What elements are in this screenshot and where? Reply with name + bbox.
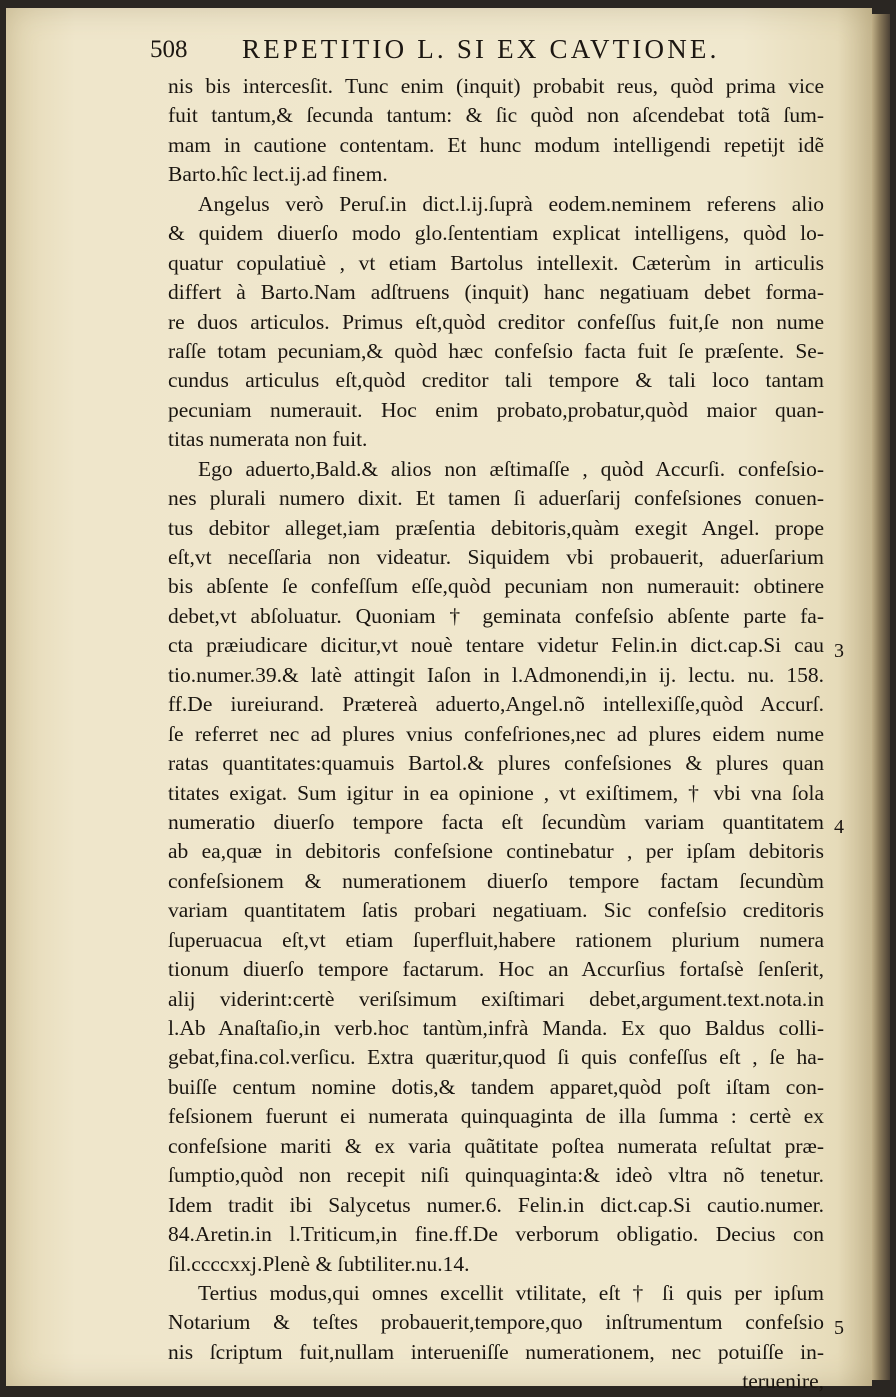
running-title: REPETITIO L. SI EX CAVTIONE. — [242, 34, 720, 64]
page-header — [150, 34, 800, 70]
text-line: ratas quantitates:quamuis Bartol.& plures confeſsiones & plures quan — [168, 751, 824, 776]
text-line: tio.numer.39.& latè attingit Iaſon in l.Admonendi,in ij. lectu. nu. 158. — [168, 662, 824, 687]
text-line: Barto.hîc lect.ij.ad finem. — [168, 162, 388, 187]
text-line: feſsionem fuerunt ei numerata quinquaginta de illa ſumma : certè ex — [168, 1104, 824, 1129]
text-line: tionum diuerſo tempore factarum. Hoc an Accurſius fortaſsè ſenſerit, — [168, 957, 824, 982]
text-line: nes plurali numero dixit. Et tamen ſi aduerſarij confeſsiones conuen- — [168, 486, 824, 511]
text-line: nis ſcriptum fuit,nullam interueniſſe numerationem, nec potuiſſe in- — [168, 1339, 824, 1364]
text-line: Idem tradit ibi Salycetus numer.6. Felin.in dict.cap.Si cautio.numer. — [168, 1192, 824, 1217]
text-line: buiſſe centum nomine dotis,& tandem apparet,quòd poſt iſtam con- — [168, 1074, 824, 1099]
text-line: ſe referret nec ad plures vnius confeſriones,nec ad plures eidem nume — [168, 721, 824, 746]
text-line: tus debitor alleget,iam præſentia debitoris,quàm exegit Angel. prope — [168, 515, 824, 540]
text-line: 84.Aretin.in l.Triticum,in fine.ff.De verborum obligatio. Decius con — [168, 1222, 824, 1247]
text-line: eſt,vt neceſſaria non videatur. Siquidem vbi probauerit, aduerſarium — [168, 545, 824, 569]
text-line: pecuniam numerauit. Hoc enim probato,probatur,quòd maior quan- — [168, 397, 824, 422]
text-line: cundus articulus eſt,quòd creditor tali tempore & tali loco tantam — [168, 368, 824, 393]
marginal-number: 4 — [834, 816, 844, 839]
text-line: & quidem diuerſo modo glo.ſententiam explicat intelligens, quòd lo- — [168, 221, 824, 246]
text-line: variam quantitatem ſatis probari negatiuam. Sic confeſsio creditoris — [168, 898, 824, 923]
text-line: bis abſente ſe confeſſum eſſe,quòd pecuniam non numerauit: obtinere — [168, 574, 824, 599]
text-line: quatur copulatiuè , vt etiam Bartolus intellexit. Cæterùm in articulis — [168, 250, 824, 275]
text-line: fuit tantum,& ſecunda tantum: & ſic quòd non aſcendebat totã ſum- — [168, 103, 824, 128]
text-line: Tertius modus,qui omnes excellit vtilitate, eſt † ſi quis per ipſum — [198, 1280, 824, 1305]
page-edge — [872, 14, 890, 1380]
text-line: raſſe totam pecuniam,& quòd hæc confeſsio facta fuit ſe præſente. Se- — [168, 338, 824, 363]
text-line: gebat,fina.col.verſicu. Extra quæritur,quod ſi quis confeſſus eſt , ſe ha- — [168, 1045, 824, 1070]
marginal-number: 5 — [834, 1316, 844, 1339]
text-line: titas numerata non fuit. — [168, 427, 368, 452]
text-line: confeſsione mariti & ex varia quãtitate poſtea numerata reſultat præ- — [168, 1133, 824, 1158]
text-line: nis bis intercesſit. Tunc enim (inquit) probabit reus, quòd prima vice — [168, 74, 824, 98]
text-line: numeratio diuerſo tempore facta eſt ſecundùm variam quantitatem — [168, 809, 824, 834]
text-line: differt à Barto.Nam adſtruens (inquit) hanc negatiuam debet forma- — [168, 280, 824, 305]
text-line: cta præiudicare dicitur,vt nouè tentare videtur Felin.in dict.cap.Si cau — [168, 633, 824, 658]
text-block — [168, 72, 824, 1397]
text-line: ſumptio,quòd non recepit niſi quinquaginta:& ideò vltra nõ tenetur. — [168, 1163, 824, 1188]
text-line: confeſsionem & numerationem diuerſo tempore factam ſecundùm — [168, 868, 824, 893]
text-line: alij viderint:certè veriſsimum exiſtimari debet,argument.text.nota.in — [168, 986, 824, 1011]
text-line: ab ea,quæ in debitoris confeſsione continebatur , per ipſam debitoris — [168, 839, 824, 864]
text-line: ſil.ccccxxj.Plenè & ſubtiliter.nu.14. — [168, 1251, 470, 1276]
text-line: Notarium & teſtes probauerit,tempore,quo inſtrumentum confeſsio — [168, 1310, 824, 1335]
text-line: mam in cautione contentam. Et hunc modum intelligendi repetijt idẽ — [168, 132, 824, 157]
text-line: debet,vt abſoluatur. Quoniam † geminata confeſsio abſente parte fa- — [168, 603, 824, 628]
text-line: ſuperuacua eſt,vt etiam ſuperfluit,habere rationem plurium numera — [168, 927, 824, 952]
text-line: Ego aduerto,Bald.& alios non æſtimaſſe , quòd Accurſi. confeſsio- — [198, 456, 824, 481]
folio-number: 508 — [150, 36, 188, 63]
marginal-number: 3 — [834, 639, 844, 662]
text-line: titates exigat. Sum igitur in ea opinione , vt exiſtimem, † vbi vna ſola — [168, 780, 824, 805]
text-line: l.Ab Anaſtaſio,in verb.hoc tantùm,infrà Manda. Ex quo Baldus colli- — [168, 1016, 824, 1040]
catchword: teruenire, — [742, 1369, 824, 1394]
text-line: ff.De iureiurand. Prætereà aduerto,Angel.nõ intellexiſſe,quòd Accurſ. — [168, 692, 824, 717]
text-line: Angelus verò Peruſ.in dict.l.ij.ſuprà eodem.neminem referens alio — [198, 191, 824, 216]
text-line: re duos articulos. Primus eſt,quòd creditor confeſſus fuit,ſe non nume — [168, 309, 824, 334]
